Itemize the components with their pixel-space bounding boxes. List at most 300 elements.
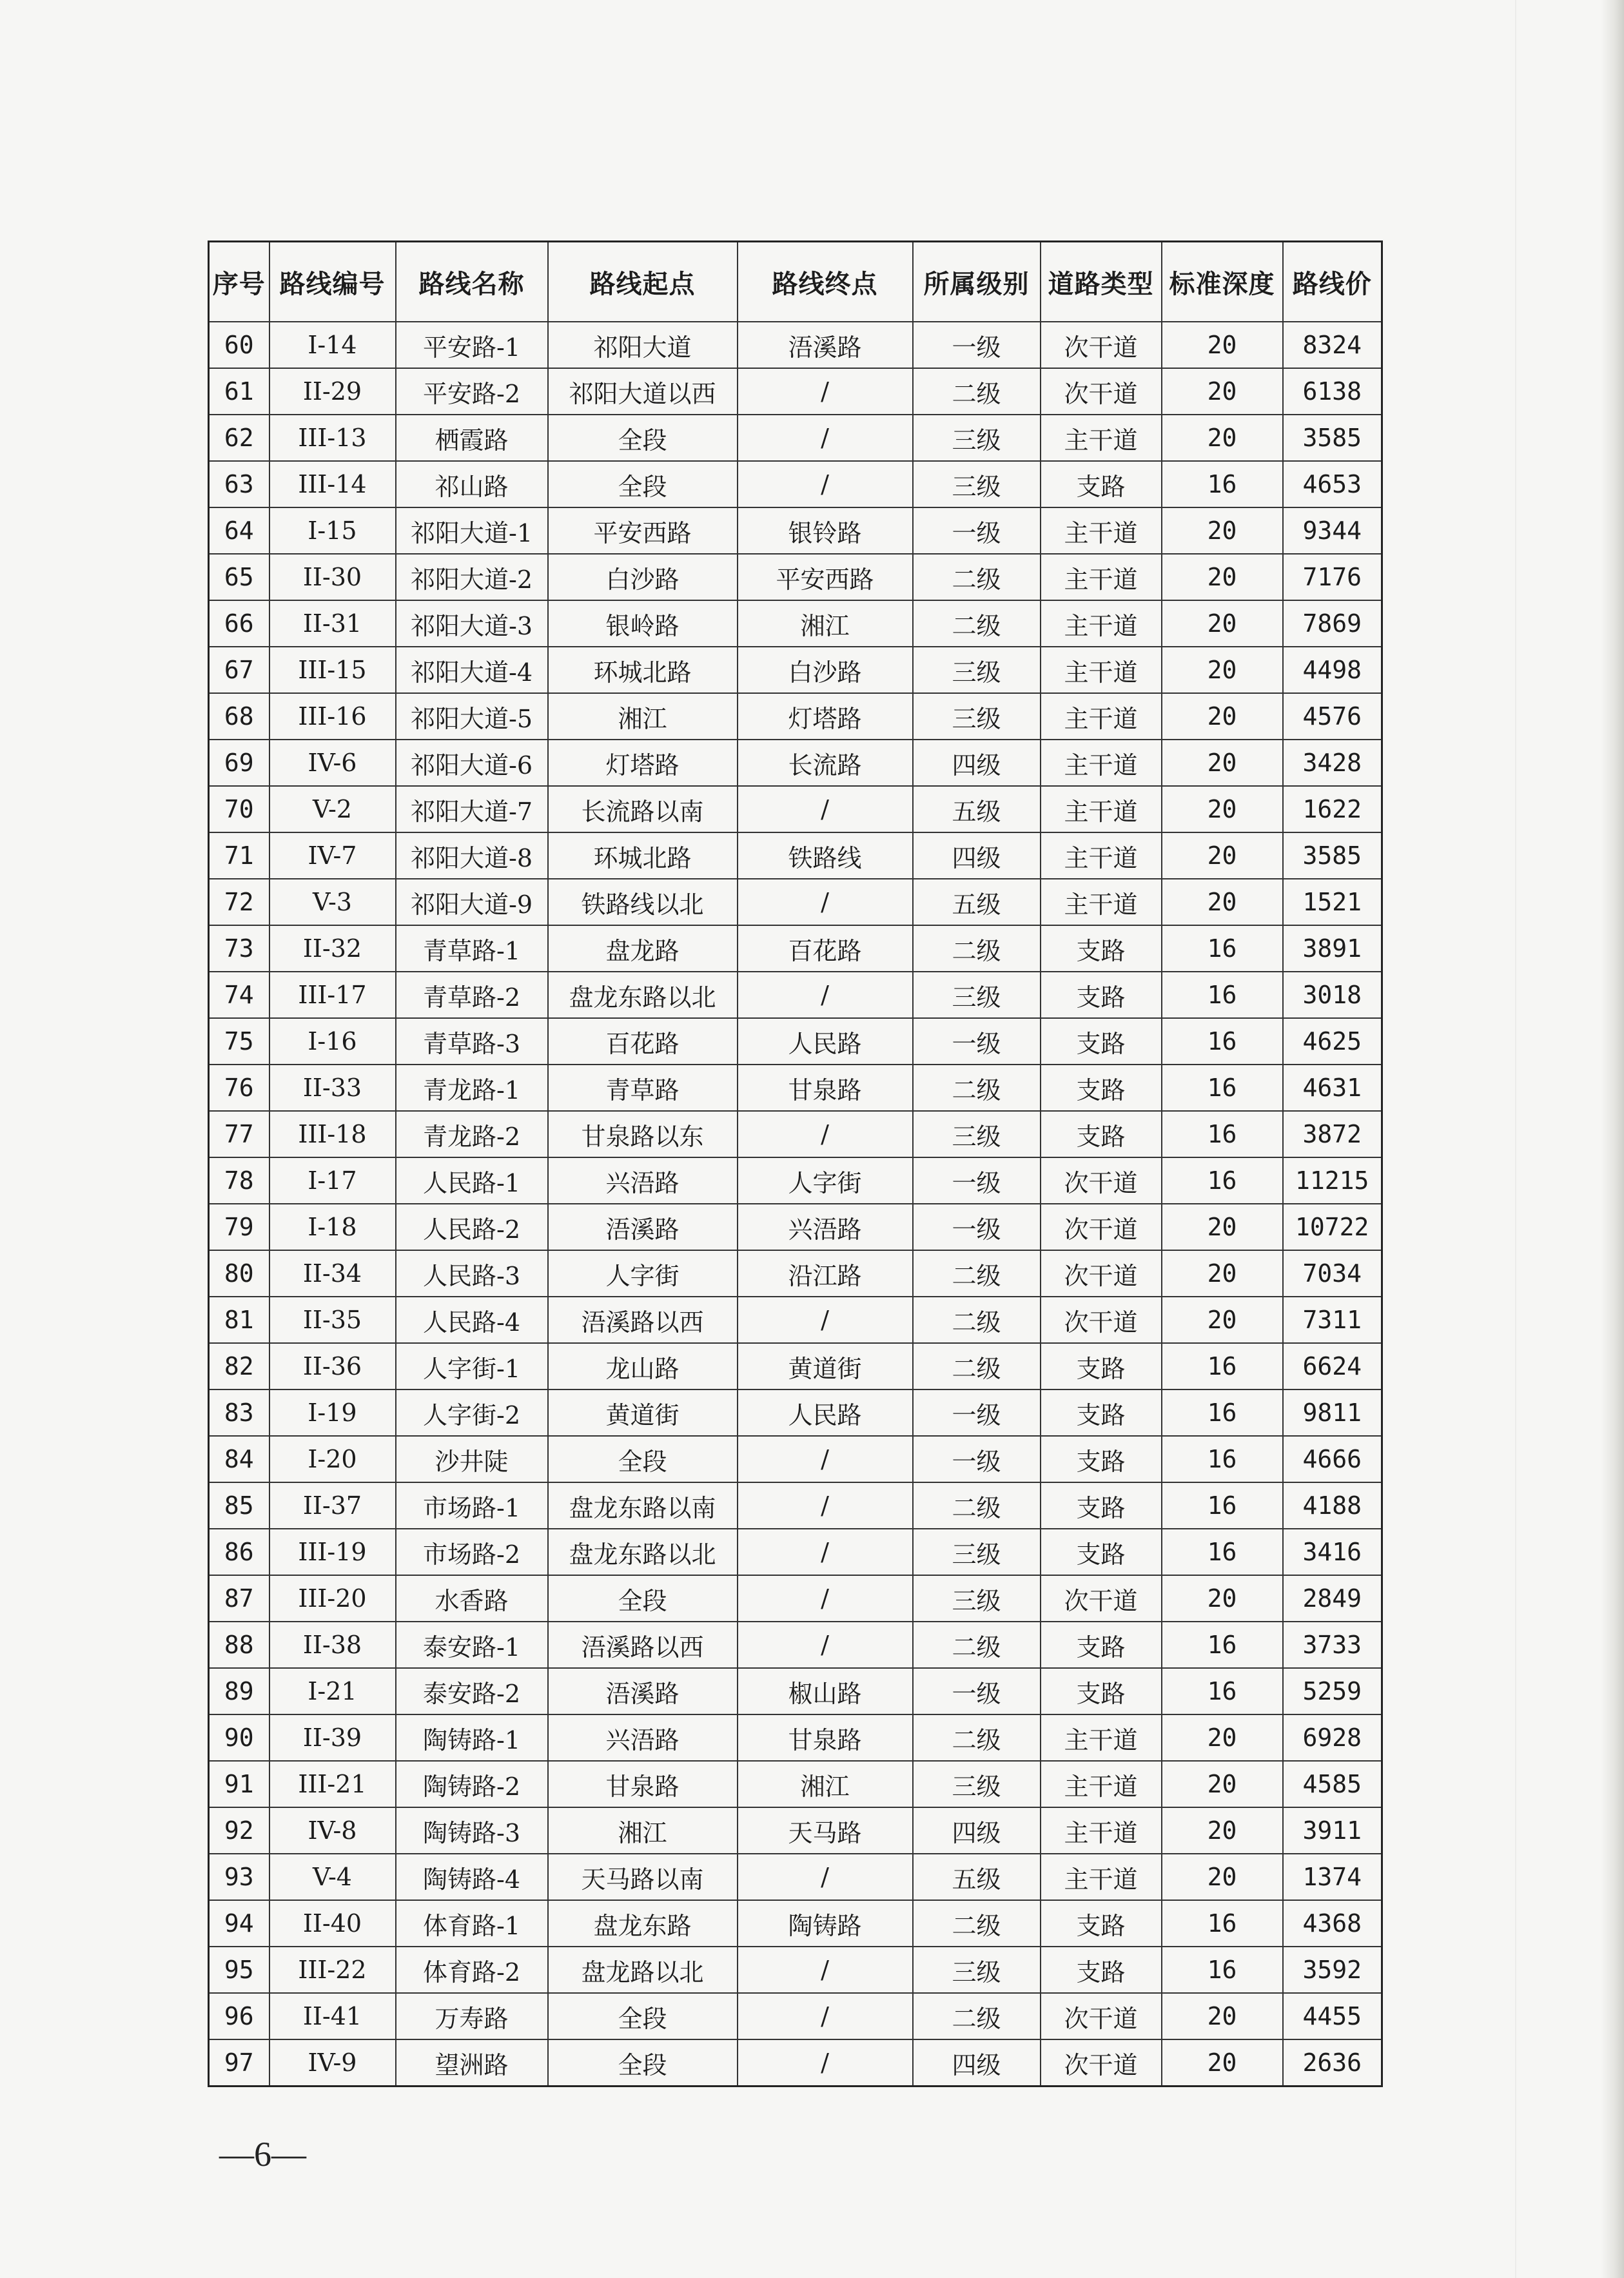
cell-standard-depth: 16 <box>1162 1436 1283 1482</box>
cell-standard-depth: 20 <box>1162 2039 1283 2087</box>
cell-route-start: 盘龙东路以北 <box>548 972 738 1018</box>
cell-route-start: 环城北路 <box>548 832 738 879</box>
cell-road-type: 支路 <box>1041 1529 1162 1575</box>
cell-serial-number: 62 <box>209 415 269 461</box>
cell-route-start: 灯塔路 <box>548 740 738 786</box>
cell-serial-number: 81 <box>209 1297 269 1343</box>
cell-road-type: 主干道 <box>1041 693 1162 740</box>
cell-standard-depth: 20 <box>1162 554 1283 600</box>
cell-route-price: 3428 <box>1283 740 1382 786</box>
table-row <box>209 1807 1382 1854</box>
cell-serial-number: 80 <box>209 1250 269 1297</box>
cell-route-price: 1622 <box>1283 786 1382 832</box>
cell-serial-number: 95 <box>209 1947 269 1993</box>
table-row <box>209 1250 1382 1297</box>
cell-grade-level: 三级 <box>913 1575 1041 1622</box>
cell-route-end: 灯塔路 <box>738 693 913 740</box>
table-row <box>209 1900 1382 1947</box>
cell-route-start: 龙山路 <box>548 1343 738 1389</box>
cell-route-name: 青草路-1 <box>396 925 548 972</box>
cell-route-name: 人字街-1 <box>396 1343 548 1389</box>
header-cell: 路线名称 <box>396 242 548 322</box>
cell-standard-depth: 20 <box>1162 322 1283 368</box>
cell-route-price: 1374 <box>1283 1854 1382 1900</box>
header-cell: 路线起点 <box>548 242 738 322</box>
cell-route-start: 人字街 <box>548 1250 738 1297</box>
table-row <box>209 693 1382 740</box>
cell-grade-level: 二级 <box>913 554 1041 600</box>
cell-road-type: 次干道 <box>1041 1250 1162 1297</box>
cell-route-end: 银铃路 <box>738 507 913 554</box>
cell-road-type: 次干道 <box>1041 1204 1162 1250</box>
cell-road-type: 主干道 <box>1041 832 1162 879</box>
cell-route-start: 全段 <box>548 415 738 461</box>
cell-route-start: 银岭路 <box>548 600 738 647</box>
cell-standard-depth: 16 <box>1162 461 1283 507</box>
cell-route-code: I-16 <box>269 1018 396 1065</box>
cell-grade-level: 一级 <box>913 507 1041 554</box>
table-row <box>209 1668 1382 1714</box>
cell-grade-level: 二级 <box>913 600 1041 647</box>
cell-route-price: 4666 <box>1283 1436 1382 1482</box>
cell-route-name: 陶铸路-4 <box>396 1854 548 1900</box>
cell-road-type: 支路 <box>1041 925 1162 972</box>
page-number: —6— <box>219 2135 306 2174</box>
cell-route-price: 4585 <box>1283 1761 1382 1807</box>
cell-road-type: 主干道 <box>1041 600 1162 647</box>
cell-route-start: 祁阳大道 <box>548 322 738 368</box>
cell-road-type: 主干道 <box>1041 740 1162 786</box>
table-row <box>209 1436 1382 1482</box>
cell-route-name: 市场路-2 <box>396 1529 548 1575</box>
cell-serial-number: 70 <box>209 786 269 832</box>
cell-standard-depth: 16 <box>1162 1343 1283 1389</box>
cell-route-code: IV-7 <box>269 832 396 879</box>
table-row <box>209 1389 1382 1436</box>
cell-route-price: 9811 <box>1283 1389 1382 1436</box>
page-edge-shadow <box>1601 0 1624 2278</box>
cell-grade-level: 二级 <box>913 1900 1041 1947</box>
cell-route-code: I-19 <box>269 1389 396 1436</box>
cell-standard-depth: 16 <box>1162 1389 1283 1436</box>
table-row <box>209 1204 1382 1250</box>
cell-route-code: II-36 <box>269 1343 396 1389</box>
cell-route-price: 3872 <box>1283 1111 1382 1157</box>
table-row <box>209 1343 1382 1389</box>
cell-standard-depth: 20 <box>1162 507 1283 554</box>
table-row <box>209 1947 1382 1993</box>
cell-serial-number: 91 <box>209 1761 269 1807</box>
cell-route-end: 平安西路 <box>738 554 913 600</box>
cell-road-type: 主干道 <box>1041 507 1162 554</box>
cell-route-end: 铁路线 <box>738 832 913 879</box>
table-row <box>209 925 1382 972</box>
cell-route-code: III-21 <box>269 1761 396 1807</box>
cell-route-start: 黄道街 <box>548 1389 738 1436</box>
cell-route-start: 长流路以南 <box>548 786 738 832</box>
table-row <box>209 1111 1382 1157</box>
cell-road-type: 主干道 <box>1041 1714 1162 1761</box>
cell-standard-depth: 20 <box>1162 1297 1283 1343</box>
cell-route-end: 兴浯路 <box>738 1204 913 1250</box>
table-row <box>209 1018 1382 1065</box>
cell-route-name: 陶铸路-3 <box>396 1807 548 1854</box>
cell-serial-number: 67 <box>209 647 269 693</box>
cell-route-price: 4625 <box>1283 1018 1382 1065</box>
cell-serial-number: 65 <box>209 554 269 600</box>
cell-route-start: 湘江 <box>548 693 738 740</box>
cell-standard-depth: 16 <box>1162 972 1283 1018</box>
cell-route-name: 平安路-2 <box>396 368 548 415</box>
cell-route-start: 浯溪路 <box>548 1204 738 1250</box>
table-row <box>209 1622 1382 1668</box>
cell-standard-depth: 16 <box>1162 1529 1283 1575</box>
cell-route-end: / <box>738 1436 913 1482</box>
cell-route-price: 3585 <box>1283 415 1382 461</box>
cell-route-code: III-16 <box>269 693 396 740</box>
cell-standard-depth: 16 <box>1162 1111 1283 1157</box>
cell-standard-depth: 20 <box>1162 786 1283 832</box>
cell-route-end: / <box>738 1947 913 1993</box>
cell-standard-depth: 20 <box>1162 1993 1283 2039</box>
cell-route-end: 长流路 <box>738 740 913 786</box>
cell-route-name: 祁阳大道-1 <box>396 507 548 554</box>
cell-route-price: 6928 <box>1283 1714 1382 1761</box>
cell-route-name: 人民路-4 <box>396 1297 548 1343</box>
cell-route-price: 6138 <box>1283 368 1382 415</box>
cell-route-name: 祁阳大道-6 <box>396 740 548 786</box>
header-cell: 路线终点 <box>738 242 913 322</box>
cell-serial-number: 71 <box>209 832 269 879</box>
cell-route-code: II-32 <box>269 925 396 972</box>
cell-serial-number: 89 <box>209 1668 269 1714</box>
table-row <box>209 1714 1382 1761</box>
cell-grade-level: 四级 <box>913 2039 1041 2087</box>
cell-route-name: 祁阳大道-2 <box>396 554 548 600</box>
cell-grade-level: 一级 <box>913 1436 1041 1482</box>
route-price-table <box>208 241 1383 2087</box>
cell-route-price: 4455 <box>1283 1993 1382 2039</box>
cell-route-price: 10722 <box>1283 1204 1382 1250</box>
cell-route-start: 兴浯路 <box>548 1714 738 1761</box>
cell-route-code: II-30 <box>269 554 396 600</box>
cell-route-start: 湘江 <box>548 1807 738 1854</box>
cell-serial-number: 61 <box>209 368 269 415</box>
cell-grade-level: 二级 <box>913 368 1041 415</box>
cell-route-name: 人民路-1 <box>396 1157 548 1204</box>
cell-grade-level: 三级 <box>913 693 1041 740</box>
cell-serial-number: 83 <box>209 1389 269 1436</box>
table-header-row <box>209 242 1382 322</box>
cell-serial-number: 72 <box>209 879 269 925</box>
cell-standard-depth: 20 <box>1162 693 1283 740</box>
cell-standard-depth: 20 <box>1162 415 1283 461</box>
table-row <box>209 1482 1382 1529</box>
cell-grade-level: 一级 <box>913 1157 1041 1204</box>
cell-route-start: 全段 <box>548 1575 738 1622</box>
cell-route-start: 盘龙路 <box>548 925 738 972</box>
cell-route-price: 2636 <box>1283 2039 1382 2087</box>
table-row <box>209 647 1382 693</box>
cell-serial-number: 73 <box>209 925 269 972</box>
cell-route-price: 7176 <box>1283 554 1382 600</box>
cell-route-end: 湘江 <box>738 1761 913 1807</box>
cell-route-price: 2849 <box>1283 1575 1382 1622</box>
cell-route-name: 人民路-2 <box>396 1204 548 1250</box>
cell-route-price: 4188 <box>1283 1482 1382 1529</box>
cell-serial-number: 87 <box>209 1575 269 1622</box>
cell-serial-number: 79 <box>209 1204 269 1250</box>
cell-standard-depth: 20 <box>1162 879 1283 925</box>
cell-route-end: 人民路 <box>738 1389 913 1436</box>
table-row <box>209 554 1382 600</box>
cell-grade-level: 二级 <box>913 1714 1041 1761</box>
table-row <box>209 1529 1382 1575</box>
cell-serial-number: 84 <box>209 1436 269 1482</box>
cell-route-code: II-39 <box>269 1714 396 1761</box>
cell-serial-number: 86 <box>209 1529 269 1575</box>
cell-grade-level: 四级 <box>913 1807 1041 1854</box>
cell-route-name: 体育路-2 <box>396 1947 548 1993</box>
cell-standard-depth: 16 <box>1162 1622 1283 1668</box>
cell-road-type: 支路 <box>1041 461 1162 507</box>
cell-grade-level: 五级 <box>913 879 1041 925</box>
cell-route-price: 6624 <box>1283 1343 1382 1389</box>
table-row <box>209 1065 1382 1111</box>
cell-route-name: 祁山路 <box>396 461 548 507</box>
cell-grade-level: 一级 <box>913 1389 1041 1436</box>
cell-route-start: 盘龙东路 <box>548 1900 738 1947</box>
cell-route-start: 祁阳大道以西 <box>548 368 738 415</box>
cell-road-type: 次干道 <box>1041 1575 1162 1622</box>
cell-route-code: V-3 <box>269 879 396 925</box>
cell-grade-level: 二级 <box>913 925 1041 972</box>
cell-route-start: 环城北路 <box>548 647 738 693</box>
cell-grade-level: 二级 <box>913 1065 1041 1111</box>
cell-grade-level: 二级 <box>913 1622 1041 1668</box>
cell-road-type: 支路 <box>1041 1668 1162 1714</box>
cell-standard-depth: 20 <box>1162 1714 1283 1761</box>
cell-route-price: 3733 <box>1283 1622 1382 1668</box>
cell-road-type: 次干道 <box>1041 2039 1162 2087</box>
cell-road-type: 主干道 <box>1041 415 1162 461</box>
cell-road-type: 主干道 <box>1041 786 1162 832</box>
cell-grade-level: 三级 <box>913 1947 1041 1993</box>
cell-route-name: 人字街-2 <box>396 1389 548 1436</box>
cell-serial-number: 85 <box>209 1482 269 1529</box>
cell-standard-depth: 20 <box>1162 600 1283 647</box>
cell-grade-level: 一级 <box>913 322 1041 368</box>
cell-road-type: 主干道 <box>1041 554 1162 600</box>
table-row <box>209 1993 1382 2039</box>
cell-route-end: 黄道街 <box>738 1343 913 1389</box>
table-row <box>209 740 1382 786</box>
cell-route-code: I-17 <box>269 1157 396 1204</box>
cell-serial-number: 88 <box>209 1622 269 1668</box>
cell-grade-level: 二级 <box>913 1250 1041 1297</box>
cell-route-start: 盘龙路以北 <box>548 1947 738 1993</box>
cell-standard-depth: 16 <box>1162 1947 1283 1993</box>
cell-route-name: 祁阳大道-4 <box>396 647 548 693</box>
table-row <box>209 879 1382 925</box>
cell-grade-level: 三级 <box>913 461 1041 507</box>
cell-route-code: III-13 <box>269 415 396 461</box>
cell-serial-number: 68 <box>209 693 269 740</box>
cell-standard-depth: 16 <box>1162 1065 1283 1111</box>
cell-route-code: I-18 <box>269 1204 396 1250</box>
cell-route-end: / <box>738 786 913 832</box>
cell-grade-level: 三级 <box>913 1529 1041 1575</box>
cell-route-start: 全段 <box>548 461 738 507</box>
cell-grade-level: 三级 <box>913 1761 1041 1807</box>
table-row <box>209 415 1382 461</box>
cell-route-price: 4368 <box>1283 1900 1382 1947</box>
cell-grade-level: 二级 <box>913 1343 1041 1389</box>
cell-route-end: / <box>738 1575 913 1622</box>
cell-route-price: 7869 <box>1283 600 1382 647</box>
cell-grade-level: 一级 <box>913 1204 1041 1250</box>
cell-route-start: 浯溪路以西 <box>548 1297 738 1343</box>
cell-route-code: II-29 <box>269 368 396 415</box>
cell-route-name: 万寿路 <box>396 1993 548 2039</box>
cell-route-price: 5259 <box>1283 1668 1382 1714</box>
cell-serial-number: 94 <box>209 1900 269 1947</box>
table-row <box>209 1761 1382 1807</box>
cell-standard-depth: 20 <box>1162 832 1283 879</box>
cell-grade-level: 二级 <box>913 1993 1041 2039</box>
cell-serial-number: 90 <box>209 1714 269 1761</box>
cell-grade-level: 一级 <box>913 1668 1041 1714</box>
cell-route-code: II-37 <box>269 1482 396 1529</box>
header-cell: 所属级别 <box>913 242 1041 322</box>
cell-route-name: 望洲路 <box>396 2039 548 2087</box>
table-row <box>209 1575 1382 1622</box>
cell-route-code: III-15 <box>269 647 396 693</box>
cell-route-price: 1521 <box>1283 879 1382 925</box>
cell-road-type: 支路 <box>1041 1947 1162 1993</box>
table-row <box>209 832 1382 879</box>
cell-grade-level: 五级 <box>913 1854 1041 1900</box>
cell-road-type: 支路 <box>1041 1900 1162 1947</box>
table-row <box>209 1854 1382 1900</box>
cell-serial-number: 78 <box>209 1157 269 1204</box>
cell-route-start: 甘泉路 <box>548 1761 738 1807</box>
cell-route-end: 人民路 <box>738 1018 913 1065</box>
cell-serial-number: 82 <box>209 1343 269 1389</box>
cell-standard-depth: 20 <box>1162 647 1283 693</box>
table-row <box>209 786 1382 832</box>
cell-road-type: 支路 <box>1041 1065 1162 1111</box>
cell-standard-depth: 20 <box>1162 1761 1283 1807</box>
cell-route-price: 4498 <box>1283 647 1382 693</box>
cell-route-code: I-20 <box>269 1436 396 1482</box>
cell-route-end: / <box>738 1854 913 1900</box>
cell-grade-level: 三级 <box>913 1111 1041 1157</box>
cell-road-type: 主干道 <box>1041 1807 1162 1854</box>
cell-road-type: 主干道 <box>1041 647 1162 693</box>
cell-route-code: III-20 <box>269 1575 396 1622</box>
cell-grade-level: 一级 <box>913 1018 1041 1065</box>
cell-serial-number: 92 <box>209 1807 269 1854</box>
cell-standard-depth: 20 <box>1162 1204 1283 1250</box>
cell-standard-depth: 16 <box>1162 1157 1283 1204</box>
header-cell: 序号 <box>209 242 269 322</box>
cell-grade-level: 三级 <box>913 972 1041 1018</box>
cell-road-type: 支路 <box>1041 1482 1162 1529</box>
cell-road-type: 主干道 <box>1041 1854 1162 1900</box>
cell-route-code: III-14 <box>269 461 396 507</box>
cell-route-price: 4576 <box>1283 693 1382 740</box>
cell-grade-level: 五级 <box>913 786 1041 832</box>
cell-serial-number: 75 <box>209 1018 269 1065</box>
cell-road-type: 支路 <box>1041 1343 1162 1389</box>
cell-road-type: 次干道 <box>1041 1993 1162 2039</box>
cell-route-name: 祁阳大道-3 <box>396 600 548 647</box>
cell-route-start: 浯溪路以西 <box>548 1622 738 1668</box>
cell-route-code: II-35 <box>269 1297 396 1343</box>
header-cell: 标准深度 <box>1162 242 1283 322</box>
cell-route-name: 青龙路-2 <box>396 1111 548 1157</box>
cell-route-code: IV-9 <box>269 2039 396 2087</box>
cell-route-start: 天马路以南 <box>548 1854 738 1900</box>
cell-road-type: 支路 <box>1041 1389 1162 1436</box>
table-row <box>209 972 1382 1018</box>
cell-standard-depth: 20 <box>1162 1807 1283 1854</box>
cell-road-type: 次干道 <box>1041 1157 1162 1204</box>
cell-grade-level: 四级 <box>913 832 1041 879</box>
cell-route-code: II-41 <box>269 1993 396 2039</box>
cell-standard-depth: 20 <box>1162 1575 1283 1622</box>
cell-serial-number: 66 <box>209 600 269 647</box>
cell-route-price: 3891 <box>1283 925 1382 972</box>
cell-grade-level: 二级 <box>913 1482 1041 1529</box>
cell-road-type: 支路 <box>1041 972 1162 1018</box>
cell-route-name: 祁阳大道-9 <box>396 879 548 925</box>
cell-route-name: 青龙路-1 <box>396 1065 548 1111</box>
cell-route-end: 百花路 <box>738 925 913 972</box>
cell-route-end: / <box>738 368 913 415</box>
header-cell: 道路类型 <box>1041 242 1162 322</box>
cell-route-end: / <box>738 972 913 1018</box>
cell-route-code: III-17 <box>269 972 396 1018</box>
cell-route-price: 3018 <box>1283 972 1382 1018</box>
cell-serial-number: 93 <box>209 1854 269 1900</box>
table-row <box>209 322 1382 368</box>
header-cell: 路线编号 <box>269 242 396 322</box>
cell-route-code: II-33 <box>269 1065 396 1111</box>
cell-grade-level: 四级 <box>913 740 1041 786</box>
cell-road-type: 支路 <box>1041 1436 1162 1482</box>
cell-route-name: 人民路-3 <box>396 1250 548 1297</box>
cell-serial-number: 77 <box>209 1111 269 1157</box>
cell-route-end: / <box>738 1297 913 1343</box>
cell-route-code: IV-8 <box>269 1807 396 1854</box>
cell-route-start: 平安西路 <box>548 507 738 554</box>
table-row <box>209 507 1382 554</box>
cell-route-start: 全段 <box>548 1436 738 1482</box>
cell-route-code: V-4 <box>269 1854 396 1900</box>
cell-route-end: 湘江 <box>738 600 913 647</box>
cell-route-name: 泰安路-1 <box>396 1622 548 1668</box>
cell-route-end: / <box>738 461 913 507</box>
cell-route-code: III-18 <box>269 1111 396 1157</box>
cell-route-price: 7034 <box>1283 1250 1382 1297</box>
cell-route-code: IV-6 <box>269 740 396 786</box>
cell-standard-depth: 20 <box>1162 740 1283 786</box>
cell-road-type: 支路 <box>1041 1018 1162 1065</box>
cell-road-type: 主干道 <box>1041 879 1162 925</box>
cell-route-end: 天马路 <box>738 1807 913 1854</box>
